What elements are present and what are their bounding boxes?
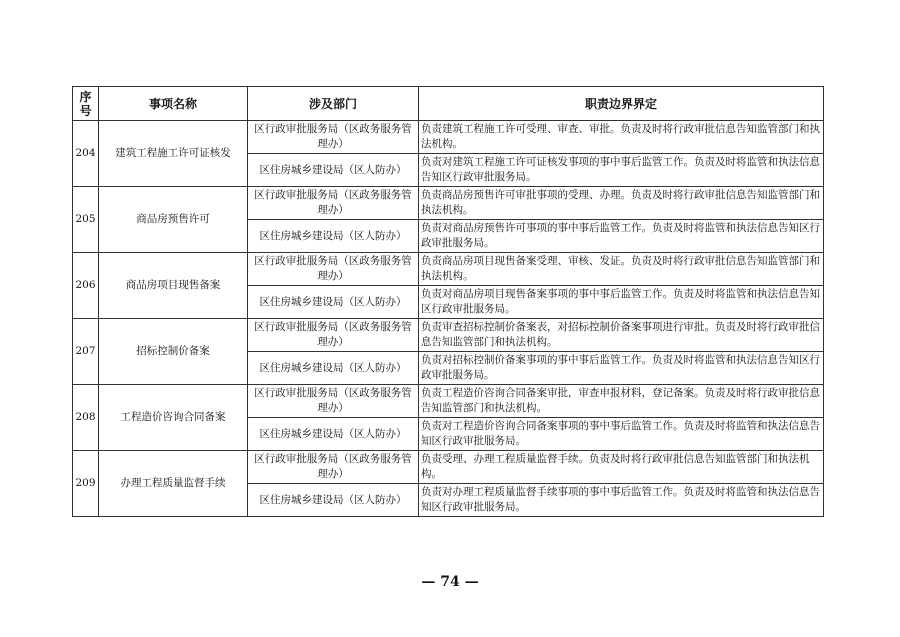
table-row <box>73 121 824 154</box>
table-body <box>73 121 824 517</box>
cell-department: 区行政审批服务局（区政务服务管理办） <box>248 187 419 220</box>
table-row <box>73 451 824 484</box>
cell-duty: 负责工程造价咨询合同备案审批，审查申报材料，登记备案。负责及时将行政审批信息告知监管部门和执法机构。 <box>419 385 824 418</box>
cell-seq: 208 <box>73 385 99 451</box>
cell-item-name: 招标控制价备案 <box>99 319 248 385</box>
cell-department: 区住房城乡建设局（区人防办） <box>248 154 419 187</box>
cell-seq: 204 <box>73 121 99 187</box>
cell-duty: 负责对商品房项目现售备案事项的事中事后监管工作。负责及时将监管和执法信息告知区行政审批服务局。 <box>419 286 824 319</box>
cell-item-name: 商品房预售许可 <box>99 187 248 253</box>
cell-department: 区住房城乡建设局（区人防办） <box>248 418 419 451</box>
cell-duty: 负责对商品房预售许可事项的事中事后监管工作。负责及时将监管和执法信息告知区行政审批服务局。 <box>419 220 824 253</box>
cell-seq: 206 <box>73 253 99 319</box>
cell-duty: 负责受理、办理工程质量监督手续。负责及时将行政审批信息告知监管部门和执法机构。 <box>419 451 824 484</box>
cell-duty: 负责对建筑工程施工许可证核发事项的事中事后监管工作。负责及时将监管和执法信息告知区行政审批服务局。 <box>419 154 824 187</box>
responsibility-table <box>72 86 824 517</box>
cell-item-name: 办理工程质量监督手续 <box>99 451 248 517</box>
cell-item-name: 建筑工程施工许可证核发 <box>99 121 248 187</box>
cell-duty: 负责对办理工程质量监督手续事项的事中事后监管工作。负责及时将监管和执法信息告知区行政审批服务局。 <box>419 484 824 517</box>
table-row <box>73 187 824 220</box>
header-seq: 序号 <box>73 87 99 121</box>
cell-department: 区住房城乡建设局（区人防办） <box>248 484 419 517</box>
cell-department: 区行政审批服务局（区政务服务管理办） <box>248 451 419 484</box>
page-number: — 74 — <box>421 574 479 590</box>
table-row <box>73 385 824 418</box>
cell-department: 区住房城乡建设局（区人防办） <box>248 352 419 385</box>
table-row <box>73 253 824 286</box>
cell-item-name: 商品房项目现售备案 <box>99 253 248 319</box>
cell-department: 区行政审批服务局（区政务服务管理办） <box>248 121 419 154</box>
cell-department: 区行政审批服务局（区政务服务管理办） <box>248 319 419 352</box>
header-item-name: 事项名称 <box>99 87 248 121</box>
table-header-row <box>73 87 824 121</box>
cell-department: 区行政审批服务局（区政务服务管理办） <box>248 253 419 286</box>
cell-department: 区住房城乡建设局（区人防办） <box>248 286 419 319</box>
cell-duty: 负责商品房预售许可审批事项的受理、办理。负责及时将行政审批信息告知监管部门和执法机构。 <box>419 187 824 220</box>
cell-seq: 207 <box>73 319 99 385</box>
header-duty-boundary: 职责边界界定 <box>419 87 824 121</box>
cell-seq: 205 <box>73 187 99 253</box>
header-department: 涉及部门 <box>248 87 419 121</box>
cell-department: 区行政审批服务局（区政务服务管理办） <box>248 385 419 418</box>
cell-duty: 负责对招标控制价备案事项的事中事后监管工作。负责及时将监管和执法信息告知区行政审批服务局。 <box>419 352 824 385</box>
cell-duty: 负责对工程造价咨询合同备案事项的事中事后监管工作。负责及时将监管和执法信息告知区行政审批服务局。 <box>419 418 824 451</box>
cell-duty: 负责审查招标控制价备案表，对招标控制价备案事项进行审批。负责及时将行政审批信息告知监管部门和执法机构。 <box>419 319 824 352</box>
cell-seq: 209 <box>73 451 99 517</box>
cell-duty: 负责商品房项目现售备案受理、审核、发证。负责及时将行政审批信息告知监管部门和执法机构。 <box>419 253 824 286</box>
cell-department: 区住房城乡建设局（区人防办） <box>248 220 419 253</box>
cell-duty: 负责建筑工程施工许可受理、审查、审批。负责及时将行政审批信息告知监管部门和执法机构。 <box>419 121 824 154</box>
table-row <box>73 319 824 352</box>
cell-item-name: 工程造价咨询合同备案 <box>99 385 248 451</box>
